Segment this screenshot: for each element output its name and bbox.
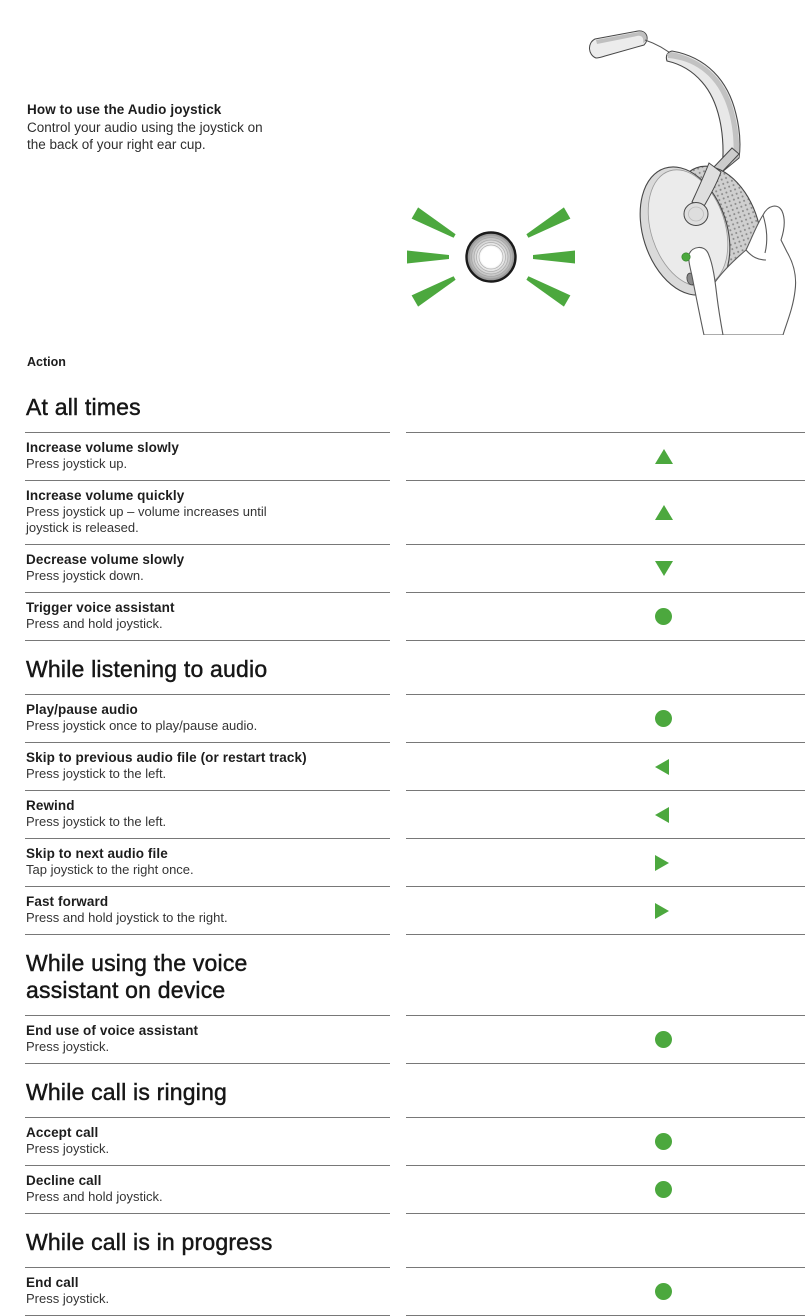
joystick-direction-cell — [406, 1015, 805, 1064]
circle-icon — [655, 1031, 672, 1048]
joystick-direction-cell — [406, 743, 805, 791]
action-cell — [25, 545, 390, 593]
intro-description: Control your audio using the joystick on the back of your right ear cup. — [27, 120, 263, 152]
action-row — [25, 887, 805, 935]
action-description: Press joystick up. — [26, 456, 128, 471]
action-description: Press joystick to the left. — [26, 766, 167, 781]
triangle-right-icon — [655, 903, 669, 919]
section-heading: At all times — [26, 394, 141, 420]
action-row — [25, 791, 805, 839]
action-cell — [25, 1166, 390, 1214]
joystick-direction-cell — [406, 481, 805, 545]
action-column-label: Action — [27, 355, 66, 369]
joystick-direction-cell — [406, 545, 805, 593]
action-title: End use of voice assistant — [26, 1023, 199, 1038]
action-description: Press and hold joystick. — [26, 616, 163, 631]
circle-icon — [655, 1181, 672, 1198]
action-description: Press joystick to the left. — [26, 814, 167, 829]
action-row — [25, 593, 805, 641]
action-cell — [25, 791, 390, 839]
action-cell — [25, 432, 390, 481]
burst-wedge-lower-left — [412, 276, 456, 306]
triangle-left-icon — [655, 759, 669, 775]
action-row — [25, 839, 805, 887]
section-heading: While call is in progress — [26, 1229, 273, 1255]
action-cell — [25, 839, 390, 887]
action-title: Increase volume quickly — [26, 488, 185, 503]
action-row — [25, 1267, 805, 1316]
action-title: Skip to previous audio file (or restart track) — [26, 750, 307, 765]
action-title: Decrease volume slowly — [26, 552, 185, 567]
headband-left-segment — [589, 31, 647, 58]
joystick-direction-cell — [406, 839, 805, 887]
triangle-up-icon — [655, 449, 673, 464]
action-title: Play/pause audio — [26, 702, 138, 717]
action-title: Skip to next audio file — [26, 846, 168, 861]
section-heading: While using the voice assistant on device — [26, 950, 248, 1003]
action-description: Press joystick up – volume increases until joystick is released. — [26, 504, 267, 535]
action-cell — [25, 1117, 390, 1166]
action-section — [25, 1079, 805, 1214]
triangle-down-icon — [655, 561, 673, 576]
action-description: Press joystick. — [26, 1039, 110, 1054]
action-cell — [25, 481, 390, 545]
section-heading: While call is ringing — [26, 1079, 228, 1105]
triangle-up-icon — [655, 505, 673, 520]
action-row — [25, 545, 805, 593]
circle-icon — [655, 1133, 672, 1150]
action-row — [25, 432, 805, 481]
action-row — [25, 1166, 805, 1214]
action-section — [25, 656, 805, 935]
action-row — [25, 481, 805, 545]
joystick-direction-cell — [406, 1117, 805, 1166]
action-title: Decline call — [26, 1173, 102, 1188]
action-title: Increase volume slowly — [26, 440, 180, 455]
joystick-direction-cell — [406, 694, 805, 743]
headphones-graphic — [556, 2, 805, 335]
triangle-right-icon — [655, 855, 669, 871]
action-cell — [25, 1267, 390, 1316]
action-description: Press and hold joystick. — [26, 1189, 163, 1204]
section-heading: While listening to audio — [26, 656, 268, 682]
action-title: Rewind — [26, 798, 75, 813]
burst-wedge-upper-left — [412, 207, 456, 237]
action-title: Accept call — [26, 1125, 99, 1140]
joystick-direction-cell — [406, 887, 805, 935]
action-row — [25, 743, 805, 791]
joystick-button — [467, 233, 516, 282]
action-description: Tap joystick to the right once. — [26, 862, 194, 877]
action-cell — [25, 694, 390, 743]
action-description: Press joystick once to play/pause audio. — [26, 718, 258, 733]
joystick-direction-cell — [406, 432, 805, 481]
action-cell — [25, 743, 390, 791]
action-row — [25, 1015, 805, 1064]
joystick-dot — [682, 253, 690, 261]
circle-icon — [655, 1283, 672, 1300]
action-section — [25, 394, 805, 641]
burst-wedge-left — [407, 251, 449, 264]
action-title: Trigger voice assistant — [26, 600, 175, 615]
action-section — [25, 950, 805, 1064]
joystick-direction-cell — [406, 791, 805, 839]
action-cell — [25, 887, 390, 935]
action-description: Press and hold joystick to the right. — [26, 910, 228, 925]
joystick-direction-cell — [406, 1166, 805, 1214]
action-title: Fast forward — [26, 894, 109, 909]
action-description: Press joystick down. — [26, 568, 144, 583]
action-section — [25, 1229, 805, 1316]
joystick-direction-cell — [406, 1267, 805, 1316]
action-cell — [25, 593, 390, 641]
action-title: End call — [26, 1275, 79, 1290]
action-description: Press joystick. — [26, 1141, 110, 1156]
action-cell — [25, 1015, 390, 1064]
action-description: Press joystick. — [26, 1291, 110, 1306]
circle-icon — [655, 710, 672, 727]
intro-title: How to use the Audio joystick — [27, 102, 222, 117]
circle-icon — [655, 608, 672, 625]
headphones-illustration — [556, 2, 805, 340]
triangle-left-icon — [655, 807, 669, 823]
action-row — [25, 1117, 805, 1166]
joystick-direction-cell — [406, 593, 805, 641]
action-row — [25, 694, 805, 743]
intro-block — [27, 101, 272, 153]
actions-table — [25, 390, 805, 1316]
